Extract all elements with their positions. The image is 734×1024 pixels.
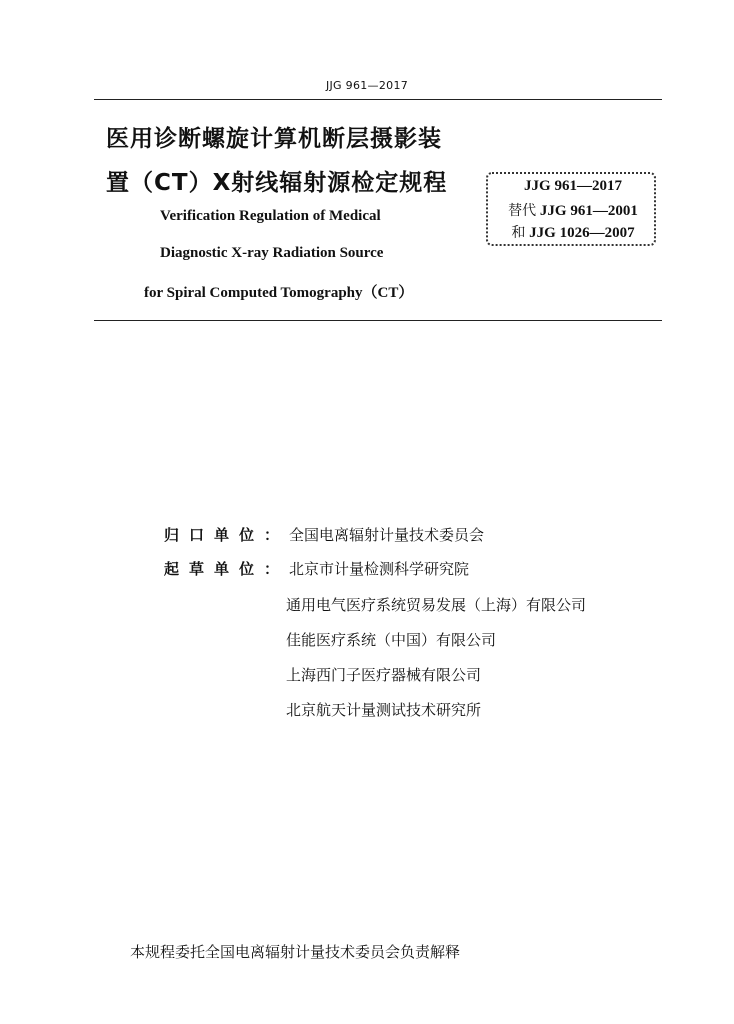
title-cn-line2: 置（CT）X射线辐射源检定规程 bbox=[106, 170, 448, 196]
title-en-line3: for Spiral Computed Tomography（CT） bbox=[144, 285, 414, 301]
interpretation-note: 本规程委托全国电离辐射计量技术委员会负责解释 bbox=[130, 943, 461, 961]
responsible-unit-row bbox=[164, 524, 484, 545]
code-box-line3 bbox=[488, 222, 658, 242]
drafting-unit-name: 北京航天计量测试技术研究所 bbox=[286, 701, 482, 719]
code-box-line2 bbox=[488, 200, 658, 220]
standard-code-box bbox=[486, 172, 656, 246]
responsible-unit-label: 归口单位： bbox=[164, 526, 290, 544]
title-en-line1: Verification Regulation of Medical bbox=[160, 208, 381, 224]
drafting-unit-name: 通用电气医疗系统贸易发展（上海）有限公司 bbox=[286, 596, 587, 614]
drafting-unit-name: 上海西门子医疗器械有限公司 bbox=[286, 666, 482, 684]
code-box-line1: JJG 961—2017 bbox=[524, 178, 622, 194]
title-en-line2: Diagnostic X-ray Radiation Source bbox=[160, 245, 384, 261]
code-box-line3-code: JJG 1026—2007 bbox=[529, 225, 635, 241]
drafting-unit-label: 起草单位： bbox=[164, 560, 290, 578]
title-bottom-rule bbox=[94, 320, 662, 321]
drafting-unit-name: 佳能医疗系统（中国）有限公司 bbox=[286, 631, 497, 649]
code-box-line3-prefix: 和 bbox=[511, 225, 526, 241]
drafting-unit-name: 北京市计量检测科学研究院 bbox=[289, 560, 470, 578]
header-standard-code: JJG 961—2017 bbox=[325, 79, 409, 92]
header-rule bbox=[94, 99, 662, 100]
code-box-line2-prefix: 替代 bbox=[508, 203, 537, 219]
responsible-unit-name: 全国电离辐射计量技术委员会 bbox=[289, 526, 485, 544]
drafting-unit-row bbox=[164, 558, 469, 579]
title-cn-line1: 医用诊断螺旋计算机断层摄影装 bbox=[106, 126, 442, 152]
code-box-line2-code: JJG 961—2001 bbox=[539, 203, 638, 219]
